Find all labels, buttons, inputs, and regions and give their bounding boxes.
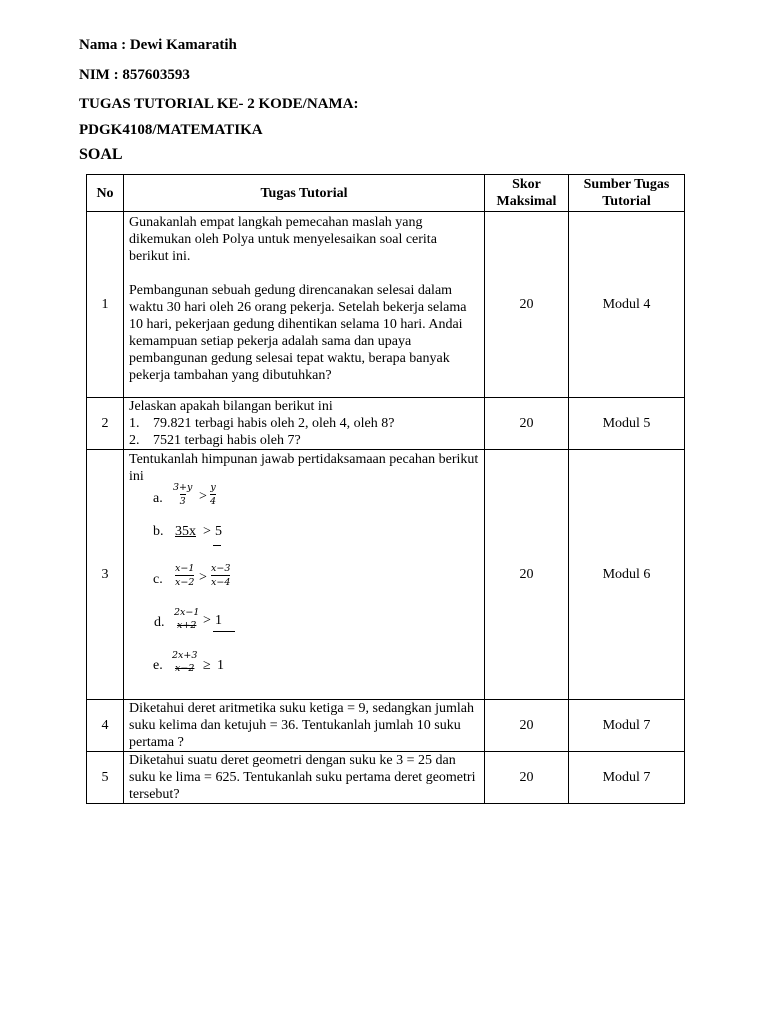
row-no: 5 — [87, 752, 124, 804]
table-row — [87, 450, 685, 700]
row-skor: 20 — [485, 212, 569, 398]
list-number: 1. — [129, 416, 140, 431]
task-paragraph: Pembangunan sebuah gedung direncanakan selesai dalam waktu 30 hari oleh 26 orang pekerja. Setelah bekerja selama 10 hari, pekerjaan gedung dihentikan selama 10 hari. Andai kemampuan setiap pekerja adalah sama dan upaya pembangunan gedung selesai tepat waktu, berapa banyak pekerja tambahan yang dibutuhkan? — [129, 283, 467, 383]
row-sumber: Modul 4 — [569, 212, 685, 398]
header-tugas: Tugas Tutorial — [124, 175, 485, 212]
task-intro: Jelaskan apakah bilangan berikut ini — [129, 399, 333, 414]
table-header-row — [87, 175, 685, 212]
relation: > — [199, 489, 207, 504]
relation: > — [203, 613, 211, 628]
list-item — [129, 432, 480, 449]
fraction — [175, 562, 194, 589]
fraction — [210, 481, 216, 508]
row-sumber: Modul 6 — [569, 450, 685, 700]
math-label: d. — [154, 615, 165, 630]
student-nim: NIM : 857603593 — [79, 67, 190, 83]
row-skor: 20 — [485, 700, 569, 752]
row-no: 1 — [87, 212, 124, 398]
header-skor: Skor Maksimal — [485, 175, 569, 212]
math-label: c. — [153, 572, 163, 587]
row-skor: 20 — [485, 398, 569, 450]
header-no: No — [87, 175, 124, 212]
relation: ≥ — [203, 658, 211, 673]
numerator: 2x−1 — [174, 607, 200, 618]
relation: > — [203, 524, 211, 539]
fraction — [173, 481, 192, 508]
row-task — [124, 398, 485, 450]
fraction — [172, 649, 197, 675]
denominator: 4 — [210, 496, 217, 507]
task-text: Diketahui suatu deret geometri dengan suku ke 3 = 25 dan suku ke lima = 625. Tentukanlah suku pertama deret geometri tersebut? — [129, 753, 476, 802]
math-label: a. — [153, 491, 163, 506]
denominator: x−2 — [175, 663, 195, 674]
row-sumber: Modul 5 — [569, 398, 685, 450]
row-task — [124, 700, 485, 752]
denominator: x−4 — [211, 577, 231, 588]
row-task — [124, 450, 485, 700]
math-item-b — [129, 519, 480, 559]
row-no: 3 — [87, 450, 124, 700]
soal-heading: SOAL — [79, 146, 123, 163]
math-right: 1 — [215, 613, 222, 628]
relation: > — [199, 570, 207, 585]
task-intro: Tentukanlah himpunan jawab pertidaksamaan pecahan berikut ini — [129, 452, 479, 484]
table-row — [87, 752, 685, 804]
header-sumber: Sumber Tugas Tutorial — [569, 175, 685, 212]
math-item-a — [129, 478, 480, 519]
fraction — [211, 562, 230, 589]
assignment-title: TUGAS TUTORIAL KE- 2 KODE/NAMA: — [79, 96, 359, 112]
math-label: e. — [153, 658, 163, 673]
numerator: y — [210, 482, 216, 493]
math-item-d — [129, 602, 480, 645]
list-number: 2. — [129, 433, 140, 448]
assignment-table — [86, 174, 685, 804]
row-no: 4 — [87, 700, 124, 752]
math-item-e — [129, 645, 480, 688]
denominator: 3 — [179, 496, 186, 507]
numerator: x−3 — [211, 563, 231, 574]
row-sumber: Modul 7 — [569, 700, 685, 752]
math-left: 35x — [175, 524, 196, 539]
denominator: x−2 — [175, 577, 195, 588]
math-label: b. — [153, 524, 164, 539]
course-code: PDGK4108/MATEMATIKA — [79, 122, 263, 138]
row-task — [124, 752, 485, 804]
list-text: 7521 terbagi habis oleh 7? — [153, 433, 301, 448]
numerator: 2x+3 — [172, 650, 198, 661]
fraction — [174, 606, 199, 632]
task-paragraph: Gunakanlah empat langkah pemecahan maslah yang dikemukan oleh Polya untuk menyelesaikan soal cerita berikut ini. — [129, 215, 437, 264]
table-row — [87, 212, 685, 398]
math-item-c — [129, 559, 480, 602]
task-text: Diketahui deret aritmetika suku ketiga = 9, sedangkan jumlah suku kelima dan ketujuh = 36. Tentukanlah jumlah 10 suku pertama ? — [129, 701, 474, 750]
math-right: 1 — [217, 658, 224, 673]
math-right: 5 — [215, 524, 222, 539]
row-skor: 20 — [485, 450, 569, 700]
row-sumber: Modul 7 — [569, 752, 685, 804]
numerator: 3+y — [173, 482, 193, 493]
table-row — [87, 700, 685, 752]
list-text: 79.821 terbagi habis oleh 2, oleh 4, oleh 8? — [153, 416, 395, 431]
row-no: 2 — [87, 398, 124, 450]
numerator: x−1 — [175, 563, 195, 574]
row-task — [124, 212, 485, 398]
row-skor: 20 — [485, 752, 569, 804]
table-row — [87, 398, 685, 450]
list-item — [129, 415, 480, 432]
denominator: x+2 — [177, 620, 197, 631]
student-name: Nama : Dewi Kamaratih — [79, 37, 237, 53]
